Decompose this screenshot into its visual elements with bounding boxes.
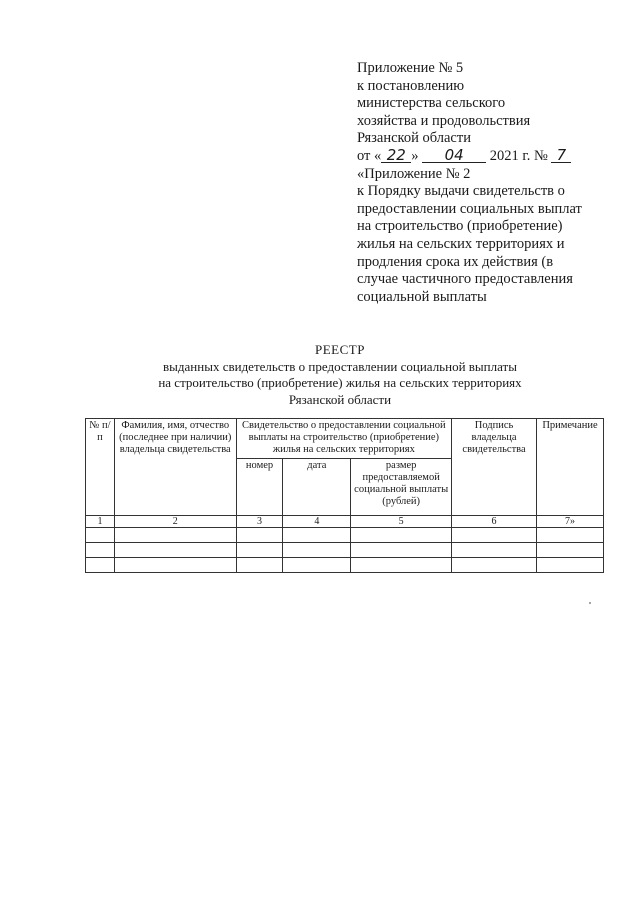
handwritten-month: 04 xyxy=(422,148,486,163)
registry-table xyxy=(85,418,604,573)
empty-cell xyxy=(86,558,115,573)
appendix-2-text-1: к Порядку выдачи свидетельств о xyxy=(357,183,565,200)
table-header-row xyxy=(86,419,604,459)
registry-title-block xyxy=(80,342,600,408)
registry-subtitle-2: на строительство (приобретение) жилья на сельских территориях xyxy=(158,375,522,390)
empty-cell xyxy=(452,528,537,543)
appendix-2-text-5: продления срока их действия (в xyxy=(357,253,554,270)
empty-cell xyxy=(351,558,452,573)
empty-cell xyxy=(536,528,603,543)
empty-cell xyxy=(114,543,236,558)
column-number: 6 xyxy=(452,516,537,528)
appendix-date-line xyxy=(357,145,627,166)
appendix-ref-3: хозяйства и продовольствия xyxy=(357,112,531,129)
empty-cell xyxy=(283,558,351,573)
empty-cell xyxy=(114,558,236,573)
empty-cell xyxy=(351,543,452,558)
column-number: 4 xyxy=(283,516,351,528)
empty-cell xyxy=(452,558,537,573)
appendix-2-text-7: социальной выплаты xyxy=(357,288,487,305)
date-year: 2021 г. № xyxy=(489,147,548,164)
registry-subtitle-1: выданных свидетельств о предоставлении социальной выплаты xyxy=(163,358,517,374)
empty-cell xyxy=(351,528,452,543)
column-number: 1 xyxy=(86,516,115,528)
empty-cell xyxy=(114,528,236,543)
appendix-ref-4: Рязанской области xyxy=(357,130,471,147)
appendix-ref-2: министерства сельского xyxy=(357,95,506,112)
column-number: 3 xyxy=(236,516,283,528)
empty-cell xyxy=(86,528,115,543)
header-note: Примечание xyxy=(536,419,603,516)
appendix-2-text-6: случае частичного предоставления xyxy=(357,271,573,288)
handwritten-number: 7 xyxy=(551,148,571,163)
registry-heading: РЕЕСТР xyxy=(315,342,365,357)
empty-cell xyxy=(236,543,283,558)
empty-cell xyxy=(86,543,115,558)
empty-cell xyxy=(283,528,351,543)
empty-cell xyxy=(236,528,283,543)
appendix-ref-1: к постановлению xyxy=(357,77,465,94)
subheader-number: номер xyxy=(236,459,283,516)
scan-speck xyxy=(589,602,591,604)
empty-cell xyxy=(536,558,603,573)
header-certificate: Свидетельство о предоставлении социальной выплаты на строительство (приобретение) жилья на сельских территориях xyxy=(236,419,452,459)
table-row xyxy=(86,558,604,573)
appendix-2-text-4: жилья на сельских территориях и xyxy=(357,235,565,252)
subheader-amount: размер предоставляемой социальной выплаты (рублей) xyxy=(351,459,452,516)
date-mid: » xyxy=(411,147,419,164)
date-prefix: от « xyxy=(357,147,382,164)
registry-subtitle-3: Рязанской области xyxy=(288,391,392,407)
empty-cell xyxy=(236,558,283,573)
column-number: 7» xyxy=(536,516,603,528)
appendix-2-text-2: предоставлении социальных выплат xyxy=(357,200,582,217)
appendix-2-text-3: на строительство (приобретение) xyxy=(357,218,563,235)
column-number: 2 xyxy=(114,516,236,528)
table-row xyxy=(86,543,604,558)
handwritten-day: 22 xyxy=(381,148,411,163)
empty-cell xyxy=(452,543,537,558)
appendix-number: Приложение № 5 xyxy=(357,60,464,76)
appendix-block xyxy=(357,60,627,306)
header-owner-name: Фамилия, имя, отчество (последнее при наличии) владельца свидетельства xyxy=(114,419,236,516)
header-number: № п/п xyxy=(86,419,115,516)
table-row xyxy=(86,528,604,543)
empty-cell xyxy=(283,543,351,558)
empty-cell xyxy=(536,543,603,558)
column-number: 5 xyxy=(351,516,452,528)
column-number-row xyxy=(86,516,604,528)
appendix-2-title: «Приложение № 2 xyxy=(357,165,471,182)
subheader-date: дата xyxy=(283,459,351,516)
header-signature: Подпись владельца свидетельства xyxy=(452,419,537,516)
